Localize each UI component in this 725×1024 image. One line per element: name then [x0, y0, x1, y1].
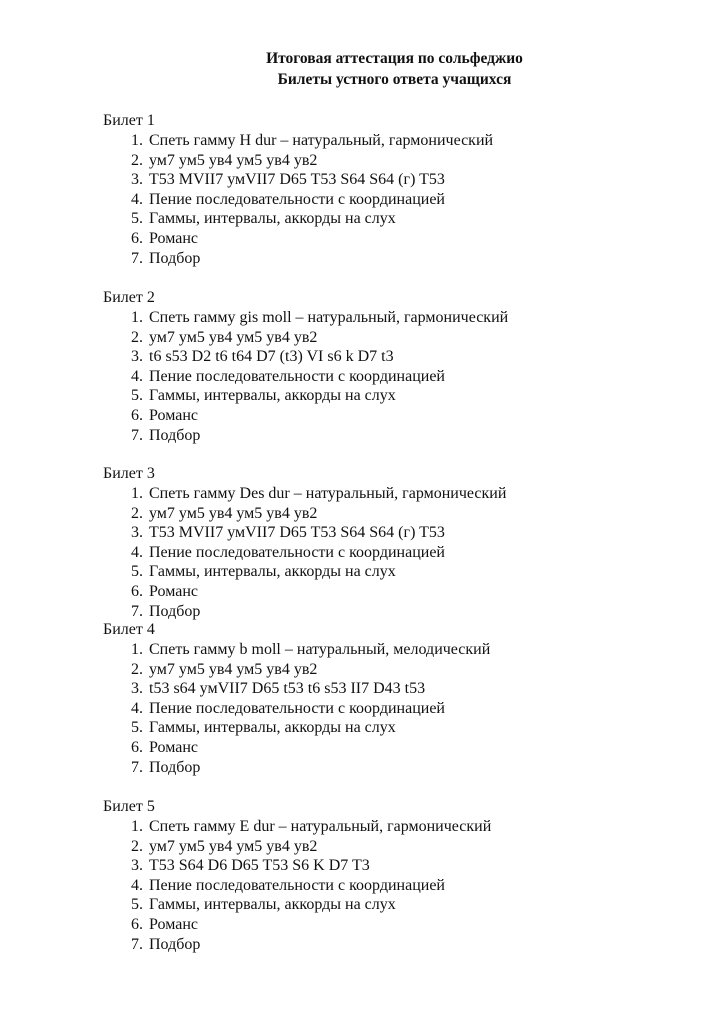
list-item [103, 386, 663, 406]
ticket-title: Билет 2 [103, 289, 155, 306]
item-text: Гаммы, интервалы, аккорды на слух [149, 563, 396, 581]
item-number: 2. [131, 660, 143, 678]
item-text: Романс [149, 229, 198, 247]
list-item [103, 895, 663, 915]
item-text: Спеть гамму E dur – натуральный, гармонический [149, 818, 492, 835]
item-text: Пение последовательности с координацией [149, 190, 445, 208]
list-item [103, 817, 663, 837]
item-number: 1. [131, 309, 143, 326]
item-number: 6. [131, 406, 143, 424]
item-number: 1. [131, 641, 143, 658]
item-number: 3. [131, 857, 143, 875]
list-item [103, 308, 663, 328]
item-number: 4. [131, 367, 143, 385]
list-item [103, 209, 663, 229]
item-text: T53 S64 D6 D65 T53 S6 K D7 T3 [149, 857, 370, 875]
item-number: 4. [131, 190, 143, 208]
item-number: 7. [131, 249, 143, 267]
item-text: Романс [149, 915, 198, 933]
item-text: Подбор [149, 758, 201, 776]
item-number: 5. [131, 563, 143, 581]
list-item [103, 543, 663, 563]
list-item [103, 602, 663, 622]
item-text: Гаммы, интервалы, аккорды на слух [149, 896, 396, 914]
item-text: Т53 МVII7 умVII7 D65 T53 S64 S64 (г) T53 [149, 524, 445, 542]
list-item [103, 131, 663, 151]
ticket-title: Билет 5 [103, 798, 155, 815]
item-text: Подбор [149, 602, 201, 620]
item-text: Гаммы, интервалы, аккорды на слух [149, 719, 396, 737]
item-number: 5. [131, 719, 143, 737]
item-text: Спеть гамму Des dur – натуральный, гармонический [149, 485, 507, 502]
item-text: ум7 ум5 ув4 ум5 ув4 ув2 [149, 837, 318, 855]
item-number: 6. [131, 582, 143, 600]
ticket-title: Билет 3 [103, 465, 155, 482]
list-item [103, 915, 663, 935]
list-item [103, 562, 663, 582]
document-title: Итоговая аттестация по сольфеджио [266, 50, 523, 67]
item-text: Гаммы, интервалы, аккорды на слух [149, 387, 396, 405]
list-item [103, 406, 663, 426]
list-item [103, 426, 663, 446]
list-item [103, 328, 663, 348]
list-item [103, 718, 663, 738]
item-text: Романс [149, 406, 198, 424]
ticket-1 [103, 111, 663, 268]
item-number: 6. [131, 915, 143, 933]
ticket-2 [103, 288, 663, 445]
item-number: 4. [131, 876, 143, 894]
item-number: 7. [131, 602, 143, 620]
item-number: 6. [131, 229, 143, 247]
ticket-5 [103, 797, 663, 954]
list-item [103, 935, 663, 955]
ticket-3 [103, 464, 663, 621]
item-number: 3. [131, 171, 143, 189]
item-number: 2. [131, 151, 143, 169]
item-text: ум7 ум5 ув4 ум5 ув4 ув2 [149, 151, 318, 169]
item-text: Т53 МVII7 умVII7 D65 T53 S64 S64 (г) T53 [149, 171, 445, 189]
list-item [103, 367, 663, 387]
item-text: Спеть гамму H dur – натуральный, гармонический [149, 132, 494, 149]
item-number: 3. [131, 524, 143, 542]
list-item [103, 679, 663, 699]
item-text: Спеть гамму gis moll – натуральный, гармонический [149, 309, 509, 326]
document-subtitle: Билеты устного ответа учащихся [277, 71, 512, 88]
document-header [0, 48, 725, 90]
list-item [103, 660, 663, 680]
item-text: Пение последовательности с координацией [149, 543, 445, 561]
item-number: 5. [131, 896, 143, 914]
item-number: 1. [131, 818, 143, 835]
list-item [103, 837, 663, 857]
list-item [103, 523, 663, 543]
item-number: 6. [131, 738, 143, 756]
list-item [103, 484, 663, 504]
item-text: Спеть гамму b moll – натуральный, мелодический [149, 641, 491, 658]
list-item [103, 249, 663, 269]
list-item [103, 758, 663, 778]
item-text: Гаммы, интервалы, аккорды на слух [149, 210, 396, 228]
ticket-title: Билет 4 [103, 621, 155, 638]
item-text: t53 s64 умVII7 D65 t53 t6 s53 II7 D43 t53 [149, 680, 426, 698]
list-item [103, 229, 663, 249]
list-item [103, 640, 663, 660]
item-number: 1. [131, 485, 143, 502]
item-text: Подбор [149, 935, 201, 953]
list-item [103, 170, 663, 190]
list-item [103, 699, 663, 719]
ticket-4 [103, 620, 663, 777]
item-number: 3. [131, 348, 143, 366]
item-text: ум7 ум5 ув4 ум5 ув4 ув2 [149, 328, 318, 346]
item-text: Пение последовательности с координацией [149, 699, 445, 717]
item-text: Романс [149, 738, 198, 756]
item-text: Подбор [149, 249, 201, 267]
list-item [103, 347, 663, 367]
item-number: 1. [131, 132, 143, 149]
list-item [103, 876, 663, 896]
item-number: 5. [131, 210, 143, 228]
list-item [103, 151, 663, 171]
item-number: 2. [131, 837, 143, 855]
item-number: 7. [131, 935, 143, 953]
item-text: Романс [149, 582, 198, 600]
item-number: 2. [131, 328, 143, 346]
list-item [103, 504, 663, 524]
item-number: 2. [131, 504, 143, 522]
item-text: t6 s53 D2 t6 t64 D7 (t3) VI s6 k D7 t3 [149, 348, 394, 366]
item-text: Пение последовательности с координацией [149, 876, 445, 894]
item-text: Подбор [149, 426, 201, 444]
item-text: ум7 ум5 ув4 ум5 ув4 ув2 [149, 660, 318, 678]
item-number: 7. [131, 758, 143, 776]
item-number: 4. [131, 699, 143, 717]
item-number: 5. [131, 387, 143, 405]
list-item [103, 856, 663, 876]
list-item [103, 582, 663, 602]
ticket-title: Билет 1 [103, 112, 155, 129]
item-text: ум7 ум5 ув4 ум5 ув4 ув2 [149, 504, 318, 522]
item-number: 3. [131, 680, 143, 698]
item-number: 4. [131, 543, 143, 561]
item-text: Пение последовательности с координацией [149, 367, 445, 385]
list-item [103, 190, 663, 210]
list-item [103, 738, 663, 758]
item-number: 7. [131, 426, 143, 444]
